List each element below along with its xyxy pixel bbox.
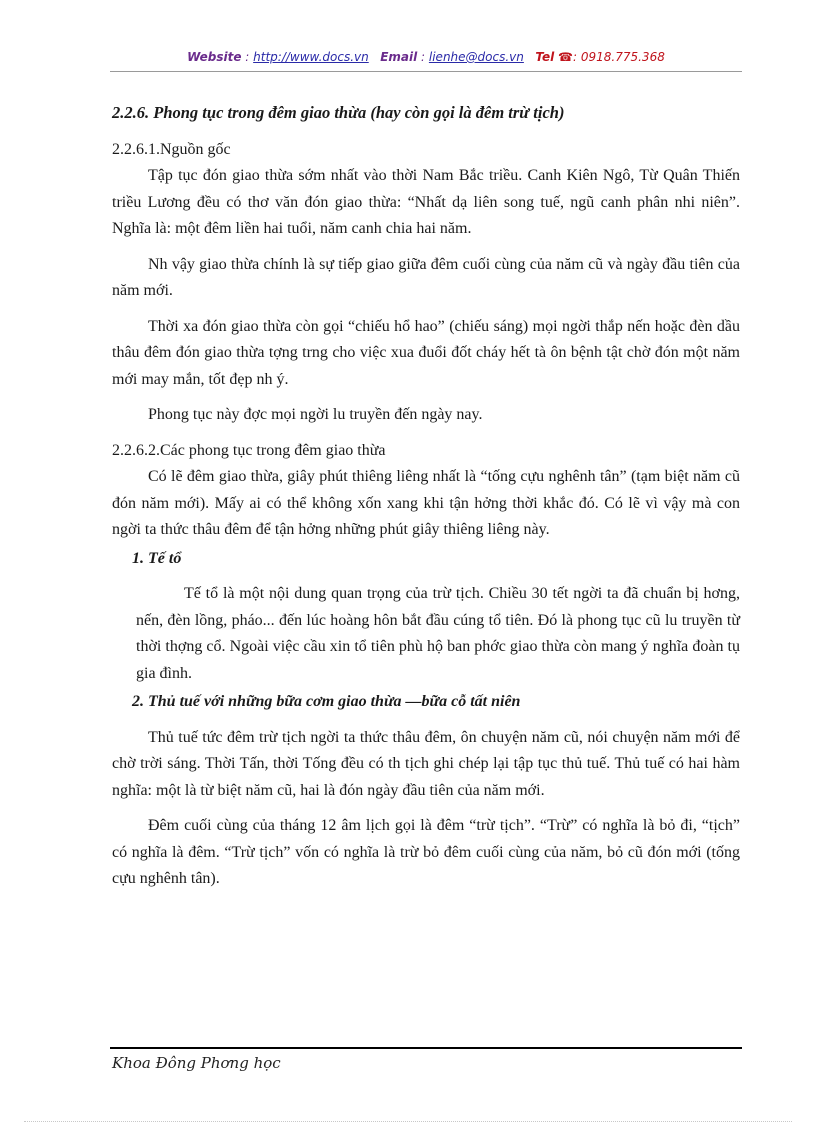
origin-paragraph-2: Nh vậy giao thừa chính là sự tiếp giao giữa đêm cuối cùng của năm cũ và ngày đầu tiên của năm mới. (112, 255, 740, 299)
phone-icon: ☎ (558, 50, 573, 64)
document-body (112, 100, 740, 893)
footer-text: Khoa Đông Phơng học (112, 1054, 281, 1072)
origin-paragraph-4: Phong tục này đợc mọi ngời lu truyền đến ngày nay. (148, 406, 483, 423)
item-2-title: 2. Thủ tuế với những bữa cơm giao thừa —bữa cỗ tất niên (132, 693, 521, 710)
origin-heading: 2.2.6.1.Nguồn gốc (112, 140, 231, 158)
page-header: Website : http://www.docs.vn Email : lienhe@docs.vn Tel ☎: 0918.775.368 (187, 50, 665, 64)
customs-heading: 2.2.6.2.Các phong tục trong đêm giao thừa (112, 441, 386, 459)
footer-divider (110, 1047, 742, 1049)
header-divider (110, 71, 742, 72)
item-2-paragraph-2: Đêm cuối cùng của tháng 12 âm lịch gọi là đêm “trừ tịch”. “Trừ” có nghĩa là bỏ đi, “tịch” có nghĩa là đêm. “Trừ tịch” vốn có nghĩa là trừ bỏ đêm cuối cùng của năm, bỏ cũ đón mới (tống cựu nghênh tân). (112, 817, 740, 887)
item-1-title: 1. Tế tổ (132, 549, 182, 567)
item-2-paragraph-1: Thủ tuế tức đêm trừ tịch ngời ta thức thâu đêm, ôn chuyện năm cũ, nói chuyện năm mới để chờ trời sáng. Thời Tấn, thời Tống đều có th tịch ghi chép lại tập tục thủ tuế. Thủ tuế có hai hàm nghĩa: một là từ biệt năm cũ, hai là đón ngày đầu tiên của năm mới. (112, 728, 740, 799)
website-link[interactable]: http://www.docs.vn (253, 50, 369, 64)
item-1-text: Tế tổ là một nội dung quan trọng của trừ tịch. Chiều 30 tết ngời ta đã chuẩn bị hơng, nến, đèn lồng, pháo... đến lúc hoàng hôn bắt đầu cúng tổ tiên. Đó là phong tục cũ lu truyền từ thời thợng cổ. Ngoài việc cầu xin tổ tiên phù hộ ban phớc giao thừa còn mang ý nghĩa đoàn tụ gia đình. (136, 585, 740, 682)
email-label: Email (380, 50, 418, 64)
origin-paragraph-1: Tập tục đón giao thừa sớm nhất vào thời Nam Bắc triều. Canh Kiên Ngô, Từ Quân Thiến triều Lương đều có thơ văn đón giao thừa: “Nhất dạ liên song tuế, ngũ canh phân nhi niên”. Nghĩa là: một đêm liền hai tuổi, năm canh chia hai năm. (112, 167, 740, 237)
tel-number: 0918.775.368 (580, 50, 665, 64)
page-bottom-edge (24, 1121, 792, 1122)
origin-paragraph-3: Thời xa đón giao thừa còn gọi “chiếu hổ hao” (chiếu sáng) mọi ngời thắp nến hoặc đèn dầu thâu đêm đón giao thừa tợng trng cho việc xua đuổi đốt cháy hết tà ôn bệnh tật chờ đón một năm mới may mắn, tốt đẹp nh ý. (112, 317, 740, 388)
section-title: 2.2.6. Phong tục trong đêm giao thừa (hay còn gọi là đêm trừ tịch) (112, 103, 565, 122)
email-link[interactable]: lienhe@docs.vn (428, 50, 524, 64)
customs-paragraph-1: Có lẽ đêm giao thừa, giây phút thiêng liêng nhất là “tống cựu nghênh tân” (tạm biệt năm cũ đón năm mới). Mấy ai có thể không xốn xang khi tận hởng thời khắc đó. Có lẽ vì vậy mà con ngời ta thức thâu đêm để tận hởng những phút giây thiêng liêng này. (112, 468, 740, 538)
tel-label: Tel (535, 50, 555, 64)
website-label: Website (187, 50, 242, 64)
